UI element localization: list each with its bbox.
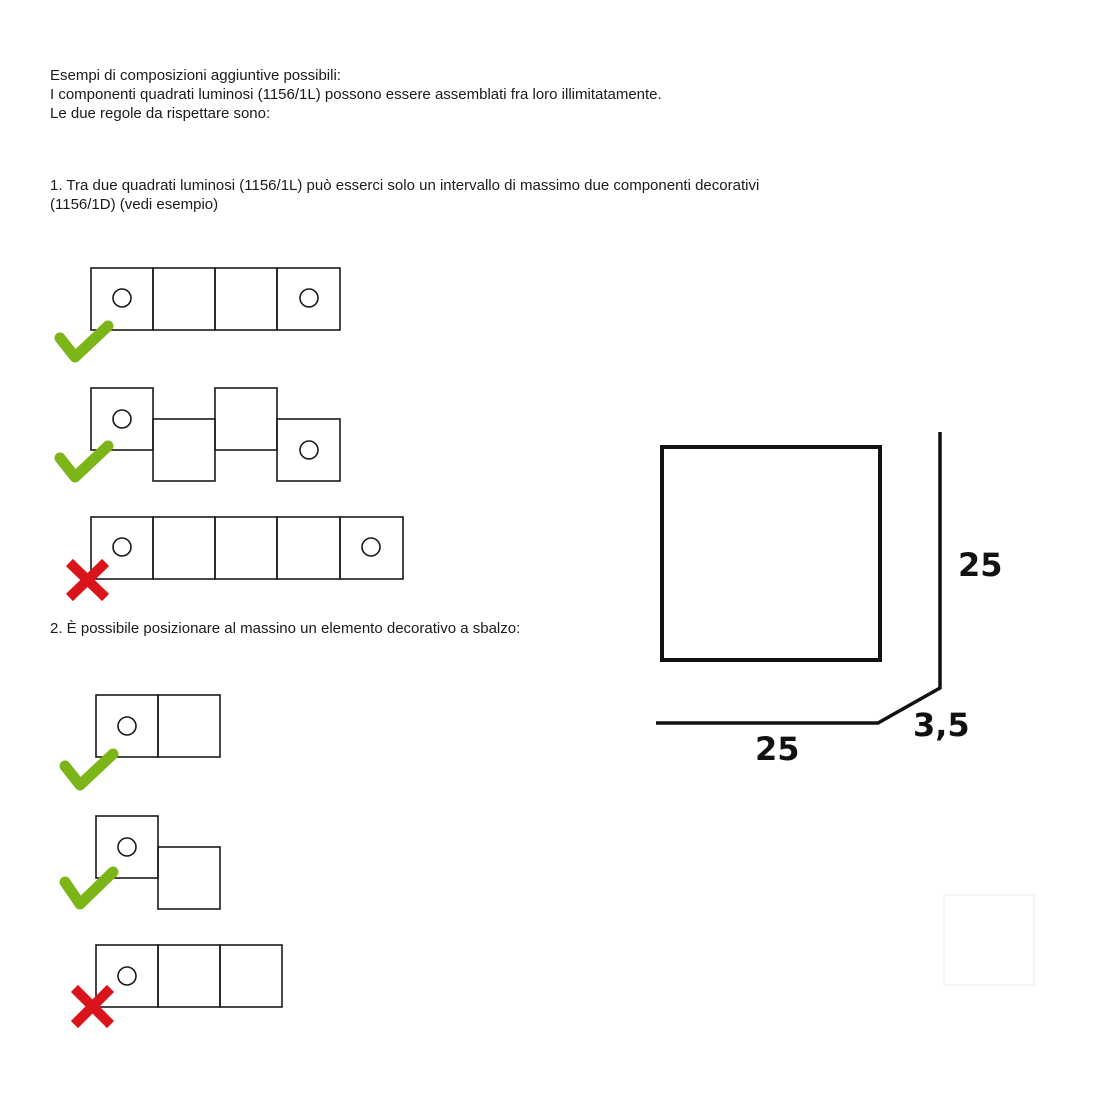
light-circle-icon [113, 538, 131, 556]
light-square [91, 268, 153, 330]
light-circle-icon [118, 717, 136, 735]
check-icon [65, 754, 113, 785]
product-square [662, 447, 880, 660]
intro-line-2: I componenti quadrati luminosi (1156/1L) possono essere assemblati fra loro illimitatamente. [50, 86, 662, 103]
light-square [340, 517, 403, 579]
depth-dimension: 3,5 [913, 706, 970, 744]
light-square [277, 419, 340, 481]
example-2-valid [91, 388, 340, 481]
light-square [277, 268, 340, 330]
dimension-lines [656, 432, 940, 723]
decor-square [277, 517, 340, 579]
decor-square [158, 847, 220, 909]
example-3-invalid [91, 517, 403, 579]
faint-square [944, 895, 1034, 985]
light-square [96, 816, 158, 878]
light-circle-icon [362, 538, 380, 556]
light-square [96, 695, 158, 757]
example-4-valid [96, 695, 220, 757]
light-circle-icon [113, 289, 131, 307]
light-square [91, 388, 153, 450]
check-icon [60, 446, 108, 477]
rule-1-line-2: (1156/1D) (vedi esempio) [50, 196, 219, 213]
cross-icon [73, 566, 102, 594]
width-dimension: 25 [755, 730, 800, 768]
decor-square [158, 945, 220, 1007]
light-circle-icon [118, 838, 136, 856]
rule-1-line-1: 1. Tra due quadrati luminosi (1156/1L) può esserci solo un intervallo di massimo due componenti decorativi [50, 177, 760, 194]
decor-square [158, 695, 220, 757]
decor-square [215, 268, 277, 330]
example-5-valid [96, 816, 220, 909]
product-dimension-drawing [656, 432, 1003, 768]
light-circle-icon [118, 967, 136, 985]
height-dimension: 25 [958, 546, 1003, 584]
example-6-invalid [96, 945, 282, 1007]
decor-square [153, 419, 215, 481]
light-circle-icon [300, 441, 318, 459]
intro-line-3: Le due regole da rispettare sono: [50, 105, 271, 122]
intro-line-1: Esempi di composizioni aggiuntive possibili: [50, 67, 341, 84]
decor-square [153, 268, 215, 330]
decor-square [215, 517, 277, 579]
rule-2-line-1: 2. È possibile posizionare al massino un elemento decorativo a sbalzo: [50, 620, 521, 637]
decor-square [215, 388, 277, 450]
decor-square [153, 517, 215, 579]
check-icon [60, 326, 108, 357]
check-icon [65, 872, 113, 904]
light-circle-icon [113, 410, 131, 428]
example-1-valid [91, 268, 340, 330]
decor-square [220, 945, 282, 1007]
light-circle-icon [300, 289, 318, 307]
